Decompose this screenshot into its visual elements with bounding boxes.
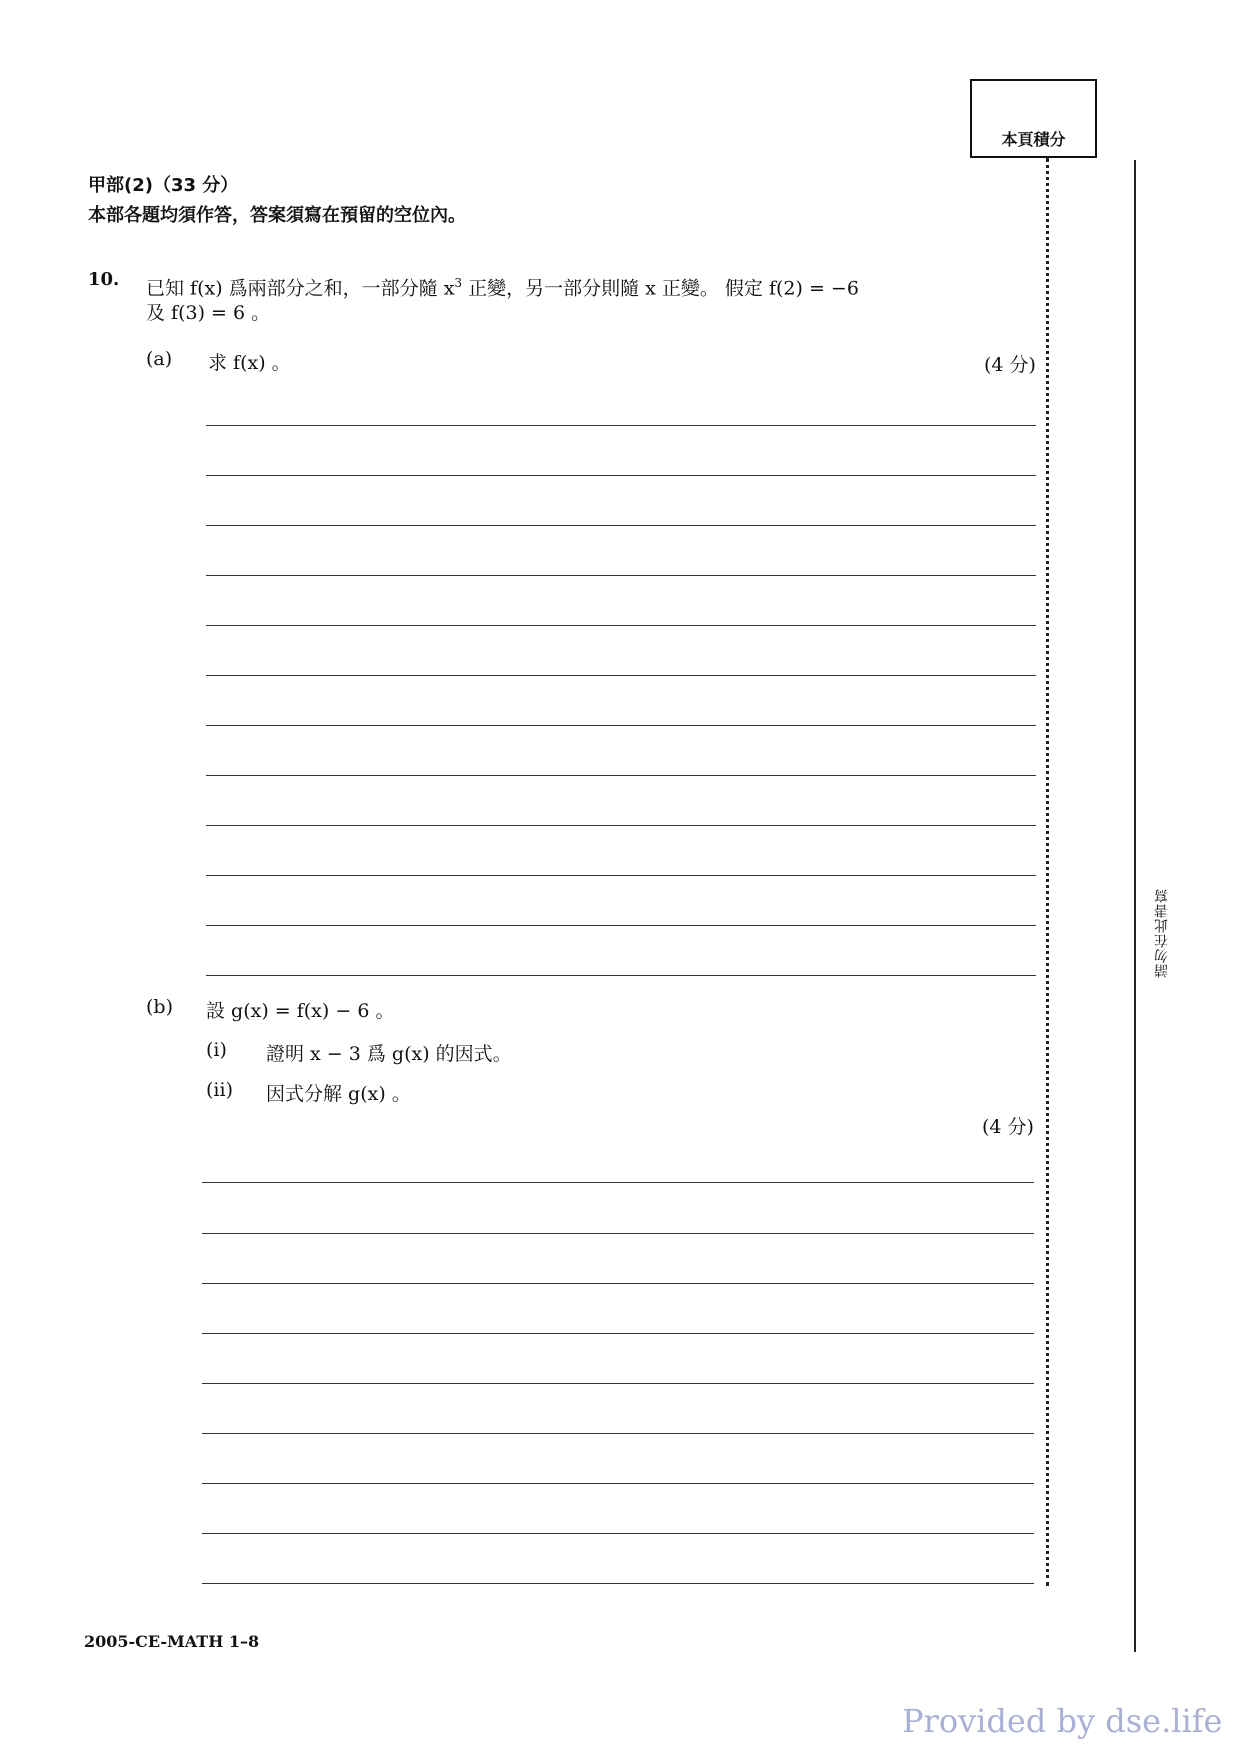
answer-line[interactable] — [206, 725, 1036, 726]
part-a-text: 求 f(x) 。 — [208, 352, 291, 374]
paper-code: 2005-CE-MATH 1–8 — [84, 1632, 260, 1651]
provider-credit[interactable]: Provided by dse.life — [902, 1702, 1223, 1740]
part-b-ii-label: (ii) — [206, 1079, 233, 1101]
answer-line[interactable] — [206, 475, 1036, 476]
part-a-label: (a) — [146, 348, 173, 370]
answer-line[interactable] — [206, 625, 1036, 626]
part-a-marks: (4 分) — [984, 354, 1036, 376]
answer-line[interactable] — [206, 825, 1036, 826]
answer-line[interactable] — [206, 775, 1036, 776]
answer-line[interactable] — [206, 675, 1036, 676]
margin-line — [1134, 160, 1136, 1652]
answer-line[interactable] — [202, 1233, 1034, 1234]
part-b-marks: (4 分) — [982, 1116, 1034, 1138]
question-stem — [146, 268, 1026, 303]
page-score-box — [970, 79, 1097, 158]
part-b-i-label: (i) — [206, 1039, 227, 1061]
answer-line[interactable] — [202, 1333, 1034, 1334]
answer-line[interactable] — [202, 1383, 1034, 1384]
score-box-label: 本頁積分 — [1001, 130, 1066, 149]
answer-line[interactable] — [202, 1182, 1034, 1183]
part-b-i-text: 證明 x − 3 爲 g(x) 的因式。 — [266, 1043, 512, 1065]
question-stem-part2: 正變，另一部分則隨 x 正變。 假定 f(2) = −6 — [462, 277, 859, 300]
part-b-label: (b) — [146, 996, 173, 1018]
answer-line[interactable] — [206, 875, 1036, 876]
answer-line[interactable] — [202, 1533, 1034, 1534]
answer-area-boundary — [1046, 158, 1049, 1586]
answer-line[interactable] — [206, 925, 1036, 926]
section-instruction: 本部各題均須作答，答案須寫在預留的空位內。 — [88, 205, 466, 226]
question-stem-part1: 已知 f(x) 爲兩部分之和，一部分隨 x — [146, 277, 455, 300]
answer-line[interactable] — [206, 525, 1036, 526]
answer-line[interactable] — [202, 1433, 1034, 1434]
question-stem-line2: 及 f(3) = 6 。 — [146, 302, 271, 324]
answer-line[interactable] — [206, 575, 1036, 576]
answer-line[interactable] — [206, 425, 1036, 426]
part-b-ii-text: 因式分解 g(x) 。 — [266, 1083, 411, 1105]
answer-line[interactable] — [202, 1483, 1034, 1484]
margin-note: 請勿在此書寫 — [1154, 888, 1170, 978]
answer-line[interactable] — [206, 975, 1036, 976]
answer-line[interactable] — [202, 1283, 1034, 1284]
part-b-text: 設 g(x) = f(x) − 6 。 — [206, 1000, 395, 1022]
answer-line[interactable] — [202, 1583, 1034, 1584]
question-stem-exponent: 3 — [454, 276, 463, 290]
question-number: 10. — [88, 269, 120, 290]
section-heading: 甲部(2)（33 分） — [88, 175, 239, 196]
